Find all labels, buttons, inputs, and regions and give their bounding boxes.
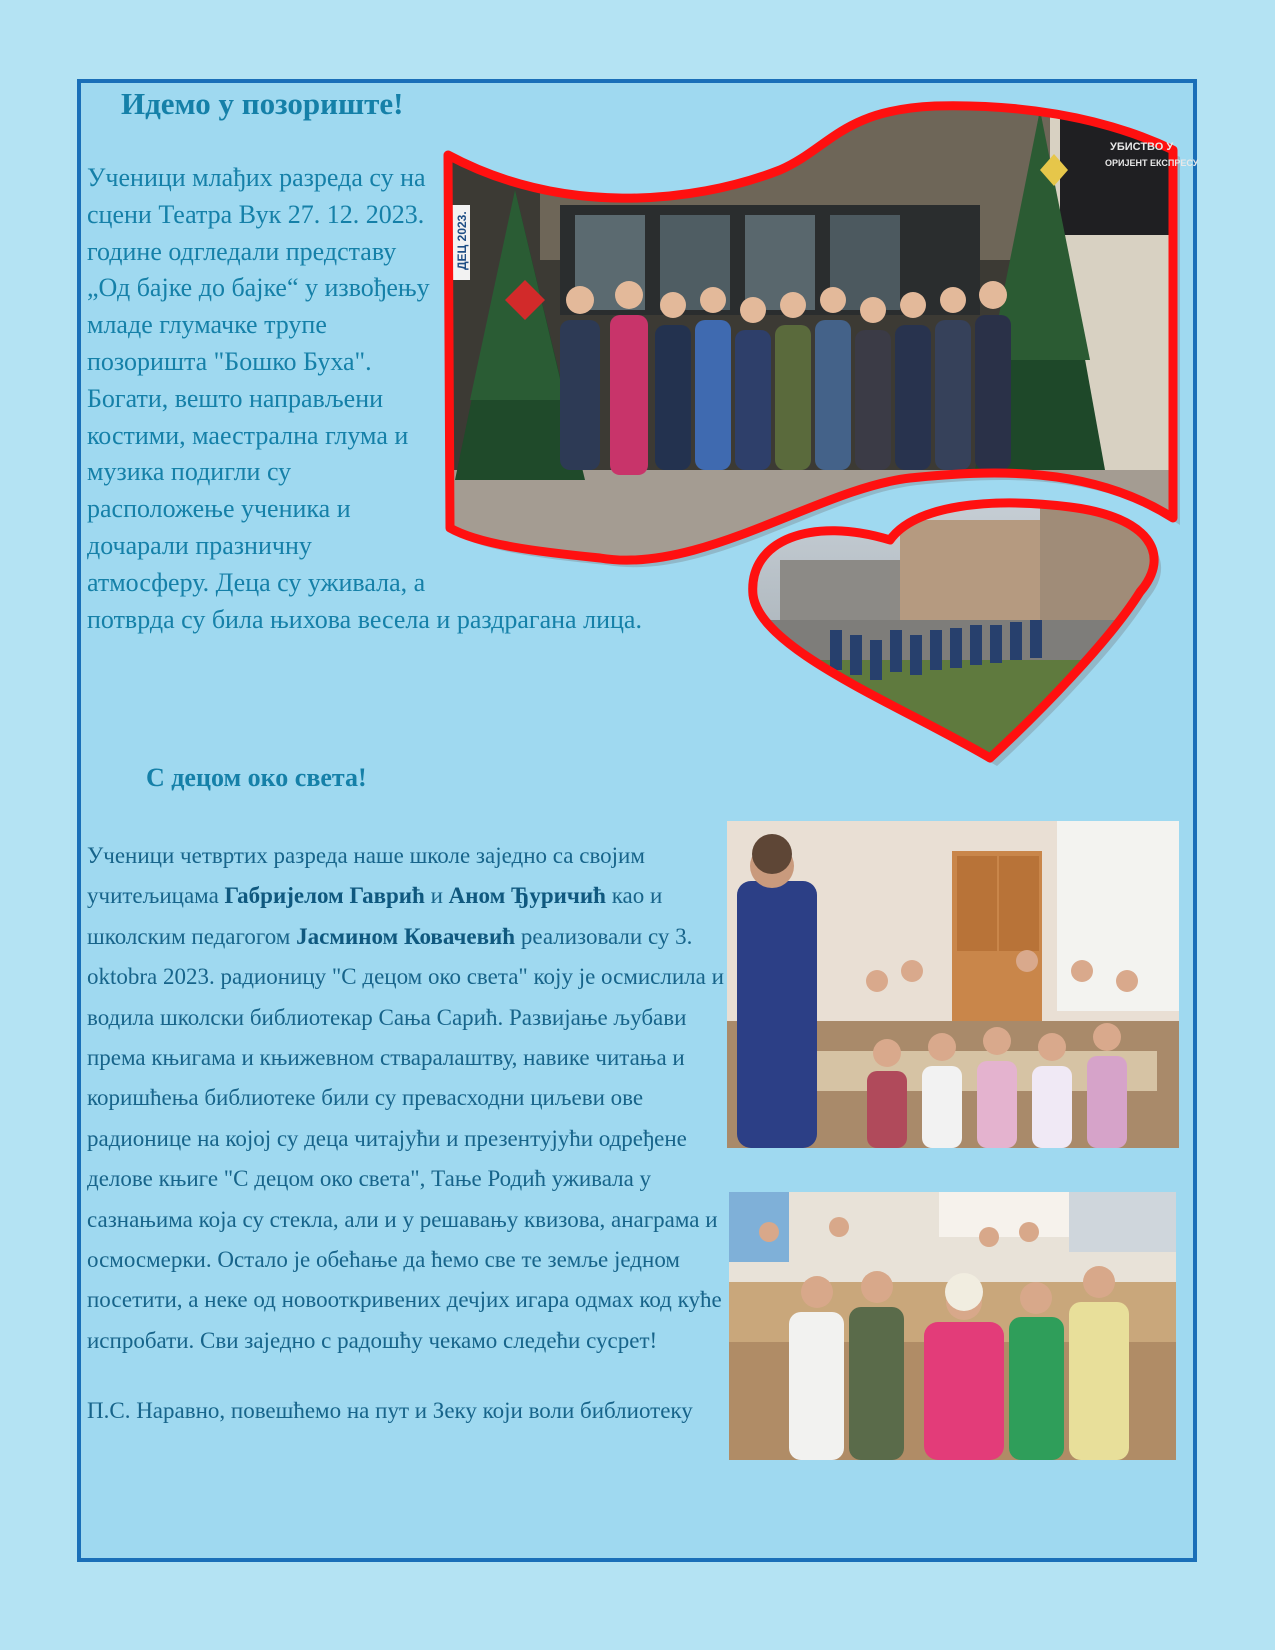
article1-title: Идемо у позориште! — [121, 86, 404, 121]
article2-mid: као и школским педагогом — [87, 883, 663, 949]
classroom-photo-1 — [727, 821, 1179, 1148]
article2-and: и — [424, 883, 449, 909]
poster-play-title-line1: УБИСТВО У — [1110, 141, 1174, 153]
classroom-photo-2-image — [729, 1192, 1176, 1460]
photo-wrap-spacer — [435, 160, 687, 565]
article2-rest: реализовали су 3. oktobra 2023. радионицу "С децом око света" коју је осмислила и водила школски библиотекар Сања Сарић. Развијање љубави према књигама и књижевном стваралаштву, навике читања и коришћења библиотеке били су превасходни циљеви ове радионице на којој су деца читајући и презентујући одређене делове књиге "С децом око света", Тање Родић уживала у сазнањима која су стекла, али и у решавању квизова, анаграма и осмосмерки. Остало је обећање да ћемо све те земље једном посетити, а неке од новооткривених дечјих игара одмах код куће испробати. Сви заједно с радошћу чекамо следећи сусрет! — [87, 923, 724, 1353]
classroom-photo-2 — [729, 1192, 1176, 1460]
article1-body: Ученици млађих разреда су на сцени Театра Вук 27. 12. 2023. године одгледали представу „Од бајке до бајке“ у извођењу младе глумачке трупе позоришта "Бошко Буха". Богати, вешто направљени костими, маестрална глума и музика подигли су расположење ученика и дочарали празничну атмосферу. Деца су уживала, а потврда су била њихова весела и раздрагана лица. — [87, 163, 642, 634]
classroom-photo-1-image — [727, 821, 1179, 1148]
article1-text — [87, 160, 687, 638]
pedagogue-name: Јасмином Ковачевић — [296, 923, 516, 949]
article2-ps: П.С. Наравно, повешћемо на пут и Зеку који воли библиотеку — [87, 1398, 693, 1423]
article2-text — [87, 836, 727, 1361]
teacher-name-1: Габријелом Гаврић — [224, 883, 425, 909]
article2-intro: Ученици четвртих разреда наше школе заједно са својим учитељицама — [87, 843, 645, 909]
poster-month-label: ДЕЦ 2023. — [455, 211, 469, 270]
poster-play-title-line2: ОРИЈЕНТ ЕКСПРЕСУ — [1105, 158, 1199, 168]
teacher-name-2: Аном Ђуричић — [448, 883, 606, 909]
article2-title: С децом око света! — [146, 763, 367, 792]
